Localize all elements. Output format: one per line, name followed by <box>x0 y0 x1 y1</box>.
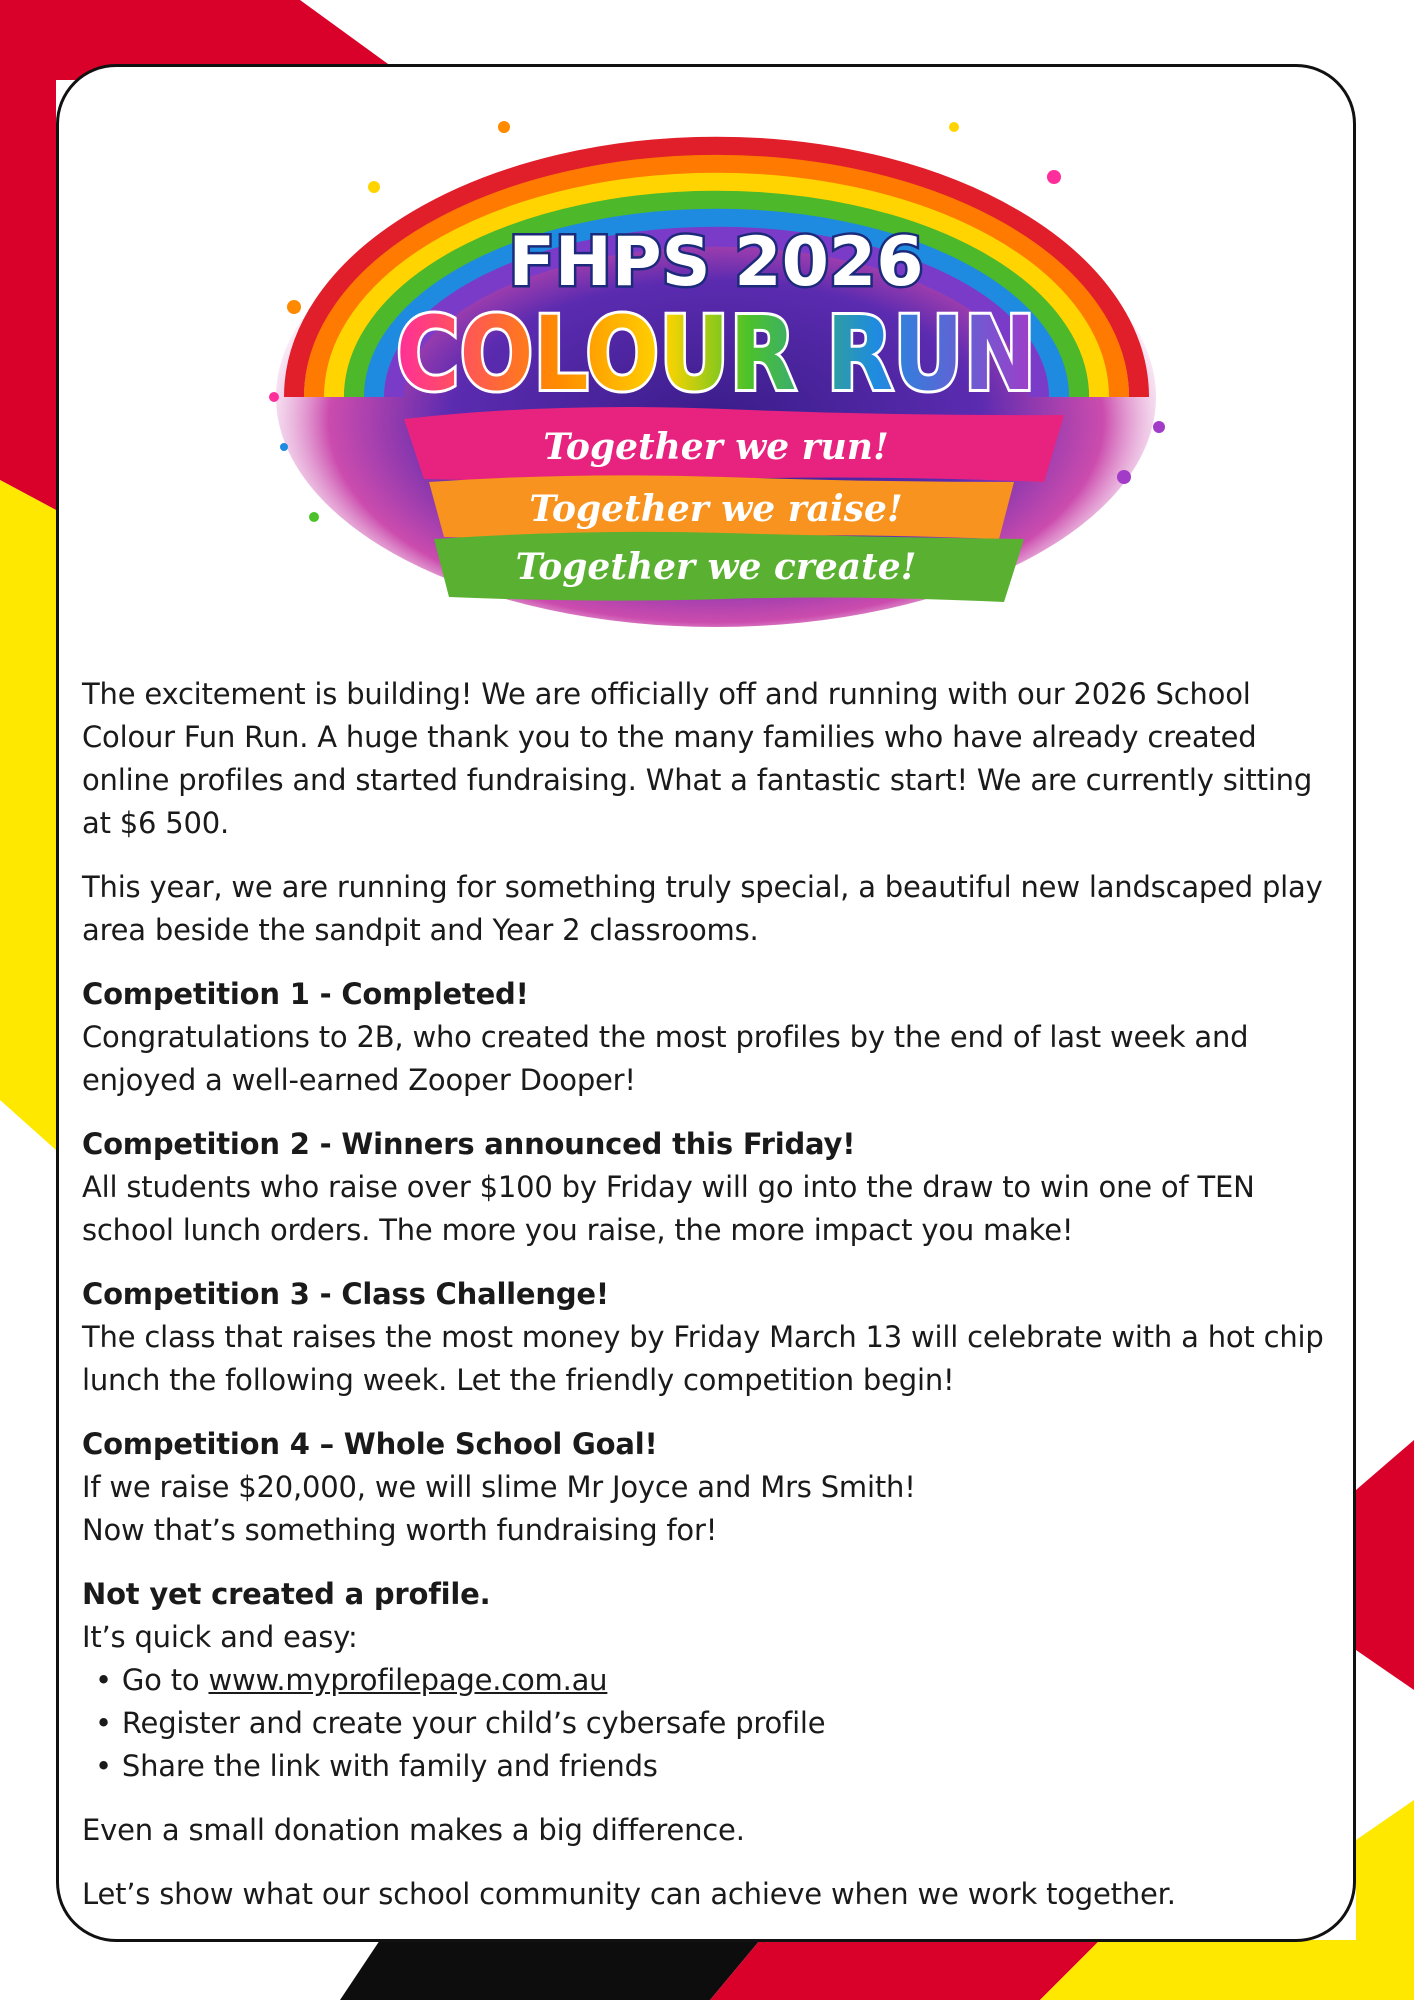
project-paragraph: This year, we are running for something truly special, a beautiful new landscaped play area beside the sandpit and Year 2 classrooms. <box>82 870 1323 947</box>
competition-3-text: The class that raises the most money by Friday March 13 will celebrate with a hot chip lunch the following week. Let the friendly competition begin! <box>82 1320 1324 1397</box>
profile-title: Not yet created a profile. <box>82 1577 491 1611</box>
tagline-create: Together we create! <box>515 546 917 588</box>
bottom-black-stripe <box>340 1940 760 2000</box>
competition-2 <box>82 1123 1334 1252</box>
tagline-raise: Together we raise! <box>529 488 903 530</box>
profile-steps <box>82 1659 1334 1788</box>
profile-section <box>82 1573 1334 1788</box>
competition-4-title: Competition 4 – Whole School Goal! <box>82 1427 658 1461</box>
profile-step-1 <box>82 1659 1334 1702</box>
competition-1-title: Competition 1 - Completed! <box>82 977 529 1011</box>
bottom-red-stripe <box>710 1940 1100 2000</box>
profile-step-3: • Share the link with family and friends <box>82 1745 1334 1788</box>
competition-2-text: All students who raise over $100 by Friday will go into the draw to win one of TEN school lunch orders. The more you raise, the more impact you make! <box>82 1170 1255 1247</box>
closing-community: Let’s show what our school community can achieve when we work together. <box>82 1877 1176 1911</box>
profile-step-1-prefix: Go to <box>121 1663 209 1697</box>
logo-colour-word: COLOUR <box>396 295 868 414</box>
closing-donation: Even a small donation makes a big difference. <box>82 1813 745 1847</box>
profile-link[interactable]: www.myprofilepage.com.au <box>208 1663 608 1697</box>
newsletter-content <box>82 673 1334 1937</box>
competition-4-text-2: Now that’s something worth fundraising for! <box>82 1513 718 1547</box>
left-yellow-stripe <box>0 480 56 1150</box>
competition-1-text: Congratulations to 2B, who created the most profiles by the end of last week and enjoyed a well-earned Zooper Dooper! <box>82 1020 1249 1097</box>
newsletter-card <box>56 64 1356 1942</box>
competition-4 <box>82 1423 1334 1552</box>
logo-year-title: FHPS 2026 <box>508 223 924 302</box>
logo-colour-run-title <box>396 295 1074 414</box>
competition-1 <box>82 973 1334 1102</box>
profile-intro: It’s quick and easy: <box>82 1620 358 1654</box>
colour-run-logo <box>254 97 1179 657</box>
right-red-stripe <box>1356 1440 1414 1690</box>
intro-paragraph: The excitement is building! We are officially off and running with our 2026 School Colour Fun Run. A huge thank you to the many families who have already created online profiles and started fundraising. What a fantastic start! We are currently sitting at $6 500. <box>82 677 1313 840</box>
competition-2-title: Competition 2 - Winners announced this Friday! <box>82 1127 856 1161</box>
competition-4-text: If we raise $20,000, we will slime Mr Joyce and Mrs Smith! <box>82 1470 916 1504</box>
competition-3-title: Competition 3 - Class Challenge! <box>82 1277 609 1311</box>
logo-run-word: RUN <box>826 295 1074 414</box>
profile-step-2: • Register and create your child’s cybersafe profile <box>82 1702 1334 1745</box>
competition-3 <box>82 1273 1334 1402</box>
tagline-run: Together we run! <box>543 426 889 468</box>
